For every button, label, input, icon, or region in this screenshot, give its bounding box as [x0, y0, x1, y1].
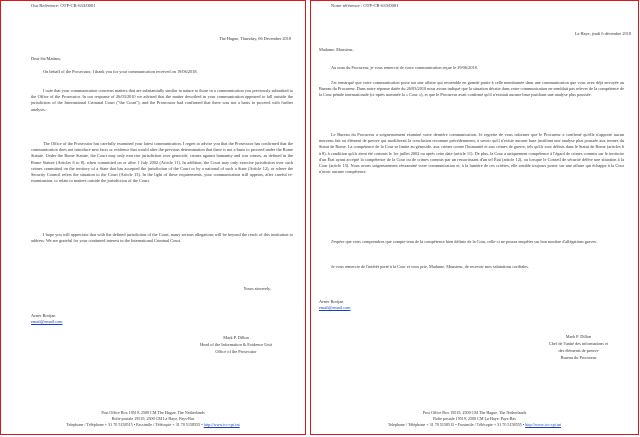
footer-address-en: Post Office Box 19519, 2500 CM The Hague, The Netherlands [101, 410, 205, 415]
signatory-title: Chef de l'unité des informations et [548, 341, 609, 346]
signatory-office: Office of the Prosecutor [215, 349, 257, 354]
recipient-name: Avner Bortjan [319, 299, 344, 304]
signatory-title-line2: des éléments de preuve [558, 348, 599, 353]
paragraph-closing-remarks: Je vous remercie de l'intérêt porté à la Cour et vous prie, Madame, Monsieur, de recevoir mes salutations cordiales. [331, 264, 529, 269]
salutation: Dear Sir/Madam, [31, 56, 61, 61]
footer-address-fr: Boîte postale 19519, 2500 CM La Haye, Pays-Bas [433, 416, 516, 421]
footer-phone-fax: Telephone / Téléphone + 31 70 5158515 • Facsimile / Télécopie + 31 70 5158555 • [66, 422, 203, 427]
footer-website-link[interactable]: http://www.icc-cpi.int [525, 422, 562, 427]
english-letter-page [0, 0, 306, 435]
french-letter-page [310, 0, 639, 435]
footer-website-link[interactable]: http://www.icc-cpi.int [203, 422, 240, 427]
footer-address-fr: Boîte postale 19519, 2500 CM La Haye, Pays-Bas [111, 416, 195, 421]
paragraph-thanks: On behalf of the Prosecutor, I thank you for your communication received on 19/06/2018. [43, 69, 198, 74]
footer-contact [311, 422, 638, 428]
reference-number: Our Reference: OTP-CR-633/0001 [31, 3, 96, 8]
footer-address-en: Post Office Box 19519, 2500 CM The Hague, The Netherlands [422, 410, 527, 415]
paragraph-determination: Le Bureau du Procureur a soigneusement examiné votre dernière communication. Je regrette de vous informer que le Procureur a confirmé qu'elle n'apporte aucun nouveau fait ou élément de preuve qui modifierait la conclusion reconnue précédemment, à savoir qu'il n'existe aucune base justifiant une analyse plus poussée aux termes du Statut de Rome. La compétence de la Cour se limite au génocide, aux crimes contre l'humanité et aux crimes de guerre, tels qu'ils sont définis dans le Statut de Rome (articles 6 à 8), à condition qu'ils aient été commis le 1er juillet 2002 ou après cette date (article 11). De plus, la Cour a uniquement compétence à l'égard de crimes commis sur le territoire d'un État ayant accepté la compétence de la Cour ou de crimes commis par un ressortissant d'un tel État (article 12), ou lorsque le Conseil de sécurité défère une situation à la Cour (article 13). Nous avons soigneusement réexaminé votre communication et, à la lumière de ces critères, elle semble toujours porter sur une affaire qui échappe à la Cour n'avoir aucune compétence. [319, 132, 624, 175]
paragraph-closing-remarks: I hope you will appreciate that with the defined jurisdiction of the Court, many serious allegations will be beyond the reach of this institution to address. We are grateful for your continued interest in the International Criminal Court. [31, 232, 293, 244]
recipient-name: Avner Bortjan [31, 313, 56, 318]
recipient-email-link[interactable]: email@email.com [319, 305, 351, 310]
paragraph-jurisdiction-note: J'espère que vous comprendrez que compte tenu de la compétence bien définie de la Cour, celle-ci ne pourra enquêter sur bon nombre d'allégations graves. [331, 239, 598, 244]
footer-phone-fax: Telephone / Téléphone + 31 70 5158515 • Facsimile / Télécopie + 31 70 5158555 • [387, 422, 525, 427]
letter-date: La Haye, jeudi 6 décembre 2018 [574, 31, 631, 36]
paragraph-background: I note that your communication concerns matters that are substantially similar in nature to those in a communication you previously submitted to the Office of the Prosecutor. In our response of 26/03/2010 we advised that the matter described in your communication appeared to fall outside the jurisdiction of the International Criminal Court ("the Court"), and the Prosecutor had confirmed that there was not a basis to proceed with further analysis. [31, 88, 293, 112]
paragraph-determination: The Office of the Prosecutor has carefully examined your latest communication. I regret to advise you that the Prosecutor has confirmed that the communication does not introduce new facts or evidence that would alter the previous determination that there is not a basis to proceed under the Rome Statute. Under the Rome Statute, the Court may only exercise jurisdiction over genocide, crimes against humanity and war crimes, as defined in the Rome Statute (Articles 6 to 8), when committed on or after 1 July 2002 (Article 11). In addition, the Court may only exercise jurisdiction over such crimes committed on the territory of a State that has accepted the jurisdiction of the Court or by a national of such a State (Article 12), or where the Security Council refers the situation to the Court (Article 13). In the light of these requirements, your communication still appears, after careful re-examination, to relate to matters outside the jurisdiction of the Court. [31, 141, 293, 184]
closing-phrase: Yours sincerely, [243, 286, 271, 291]
signatory-title: Head of the Information & Evidence Unit [200, 342, 272, 347]
salutation: Madame, Monsieur, [319, 47, 354, 52]
reference-number: Notre référence : OTP-CR-633/0001 [331, 3, 399, 8]
signatory-office: Bureau du Procureur [560, 355, 597, 360]
letter-date: The Hague, Thursday, 06 December 2018 [219, 36, 291, 41]
paragraph-thanks: Au nom du Procureur, je vous remercie de votre communication reçue le 19/06/2018. [331, 65, 478, 70]
signatory-name: Mark P. Dillon [565, 334, 592, 339]
paragraph-background: J'ai remarqué que votre communication porte sur une affaire qui ressemble en grande partie à celle mentionnée dans une communication que vous avez déjà envoyée au Bureau du Procureur. Dans notre réponse datée du 26/03/2010 nous avons indiqué que la situation décrite dans votre communication ne semblait pas relever de la compétence de la Cour pénale internationale (ci-après nommée la « Cour »), et que le Procureur avait confirmé qu'il n'existait aucune base justifiant une analyse plus poussée. [319, 80, 624, 98]
signatory-name: Mark P. Dillon [223, 335, 249, 340]
recipient-email-link[interactable]: email@email.com [31, 319, 63, 324]
footer-contact [1, 422, 305, 428]
